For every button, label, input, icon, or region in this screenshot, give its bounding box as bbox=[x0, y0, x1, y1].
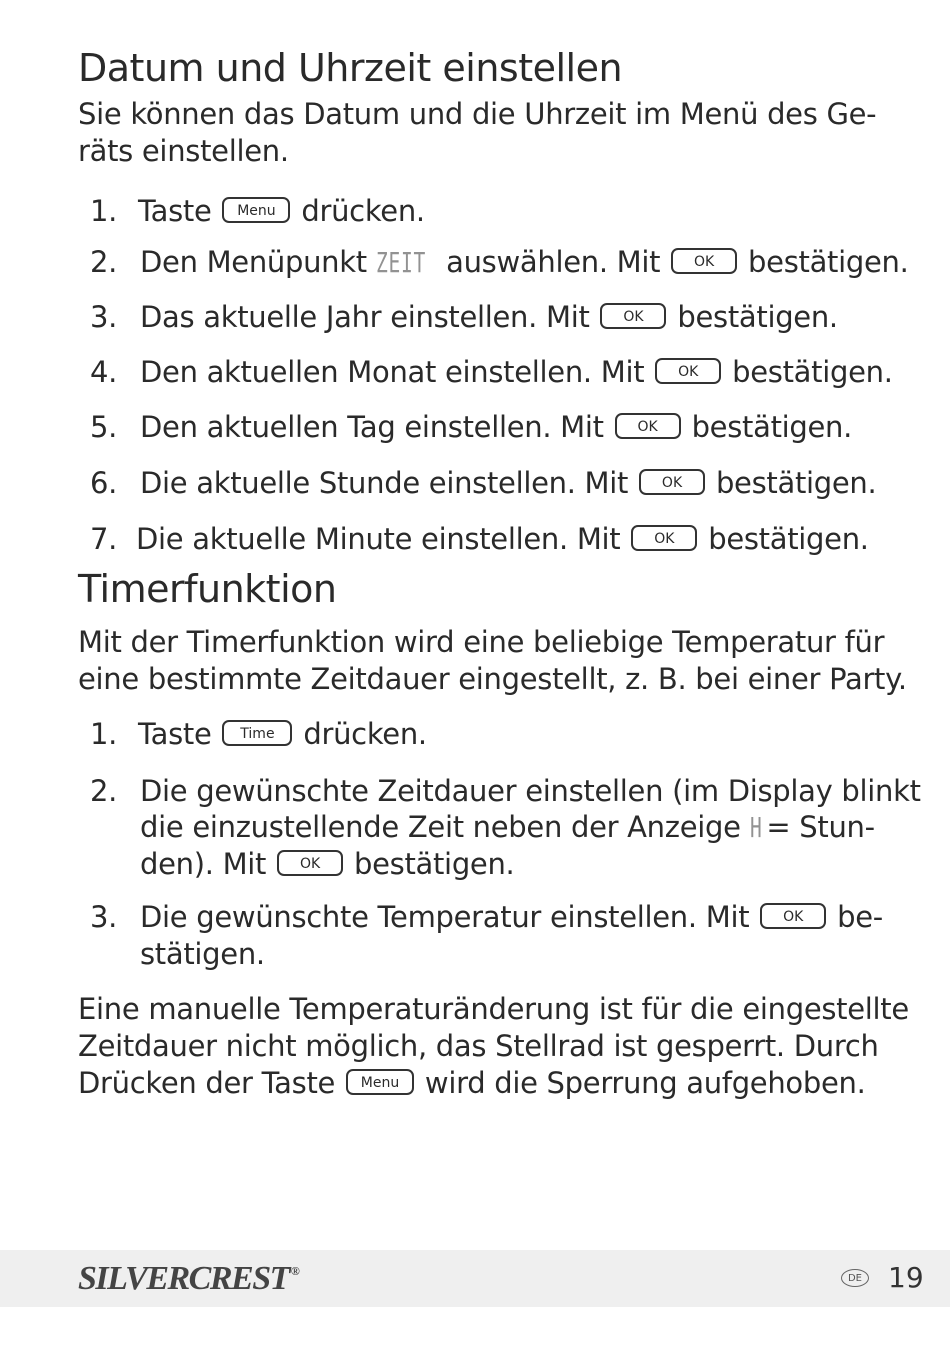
ok-key-icon: OK bbox=[600, 303, 666, 329]
page-footer bbox=[0, 1250, 950, 1307]
section-title-date-time: Datum und Uhrzeit einstellen bbox=[78, 46, 623, 90]
list-item bbox=[78, 899, 918, 974]
section-intro-line: Mit der Timerfunktion wird eine beliebige Temperatur für bbox=[78, 625, 885, 659]
step-text-part: bestätigen. bbox=[677, 300, 838, 334]
step-text-line: Die gewünschte Zeitdauer einstellen (im Display blinkt bbox=[140, 774, 921, 808]
page-number: 19 bbox=[888, 1261, 924, 1294]
step-text-part: bestätigen. bbox=[353, 847, 515, 881]
step-number: 3. bbox=[90, 300, 118, 334]
note-text-part: wird die Sperrung aufgehoben. bbox=[424, 1066, 866, 1100]
note-text-part: Drücken der Taste bbox=[78, 1066, 336, 1100]
step-text bbox=[140, 299, 838, 335]
step-text-part: Die gewünschte Temperatur einstellen. Mit bbox=[140, 900, 750, 934]
step-number: 4. bbox=[90, 355, 118, 389]
step-text-part: Den Menüpunkt bbox=[140, 245, 367, 279]
step-text-part: Den aktuellen Monat einstellen. Mit bbox=[140, 355, 645, 389]
step-text-line: stätigen. bbox=[140, 937, 265, 971]
time-key-icon: Time bbox=[222, 720, 292, 746]
step-text-part: Taste bbox=[138, 717, 212, 751]
step-text-part: bestätigen. bbox=[715, 466, 877, 500]
step-text-part: bestätigen. bbox=[708, 522, 869, 556]
menu-key-icon: Menu bbox=[222, 197, 290, 223]
step-text-part: Den aktuellen Tag einstellen. Mit bbox=[140, 410, 604, 444]
step-text-part: die einzustellende Zeit neben der Anzeige bbox=[140, 810, 741, 844]
step-text-part: be- bbox=[837, 900, 883, 934]
language-badge-icon: DE bbox=[841, 1269, 869, 1287]
step-text bbox=[140, 244, 909, 281]
step-number: 5. bbox=[90, 410, 118, 444]
step-text bbox=[140, 465, 876, 501]
step-number: 2. bbox=[90, 245, 118, 279]
step-text-part: drücken. bbox=[301, 194, 425, 228]
note-line bbox=[78, 1065, 898, 1102]
section-title-timer: Timerfunktion bbox=[78, 567, 337, 611]
step-text-part: = Stun- bbox=[766, 810, 875, 844]
note-line: Zeitdauer nicht möglich, das Stellrad ist gesperrt. Durch bbox=[78, 1029, 879, 1063]
step-text-part: bestätigen. bbox=[732, 355, 893, 389]
step-text bbox=[140, 409, 852, 445]
menu-key-icon: Menu bbox=[346, 1069, 414, 1095]
section-intro-line: Sie können das Datum und die Uhrzeit im Menü des Ge- bbox=[78, 97, 877, 131]
note-line: Eine manuelle Temperaturänderung ist für die eingestellte bbox=[78, 992, 909, 1026]
section-intro-line: räts einstellen. bbox=[78, 134, 289, 168]
step-text-part: Die aktuelle Minute einstellen. Mit bbox=[136, 522, 621, 556]
list-item bbox=[78, 773, 921, 883]
step-text bbox=[140, 773, 921, 882]
ok-key-icon: OK bbox=[671, 248, 737, 274]
step-text-line bbox=[140, 846, 921, 882]
step-text-line bbox=[140, 899, 883, 936]
step-text bbox=[138, 193, 425, 229]
step-number: 6. bbox=[90, 466, 118, 500]
ok-key-icon: OK bbox=[639, 469, 705, 495]
registered-mark: ® bbox=[290, 1264, 299, 1278]
step-text bbox=[140, 354, 893, 390]
step-number: 3. bbox=[90, 900, 118, 934]
ok-key-icon: OK bbox=[615, 413, 681, 439]
ok-key-icon: OK bbox=[631, 525, 697, 551]
step-text-part: bestätigen. bbox=[691, 410, 853, 444]
ok-key-icon: OK bbox=[760, 903, 826, 929]
step-text bbox=[140, 899, 883, 973]
display-h-indicator: H bbox=[749, 811, 763, 844]
step-number: 7. bbox=[90, 522, 118, 556]
step-text bbox=[138, 716, 427, 752]
step-text-part: Das aktuelle Jahr einstellen. Mit bbox=[140, 300, 590, 334]
step-number: 1. bbox=[90, 194, 118, 228]
brand-logo bbox=[78, 1260, 298, 1298]
display-zeit-indicator: ZEIT bbox=[375, 246, 426, 279]
section-intro-line: eine bestimmte Zeitdauer eingestellt, z. B. bei einer Party. bbox=[78, 662, 907, 696]
ok-key-icon: OK bbox=[277, 850, 343, 876]
step-number: 1. bbox=[90, 717, 118, 751]
brand-name: SILVERCREST bbox=[78, 1260, 289, 1297]
step-text-part: drücken. bbox=[303, 717, 427, 751]
step-text-line bbox=[140, 809, 921, 846]
step-text-part: Die aktuelle Stunde einstellen. Mit bbox=[140, 466, 629, 500]
step-text-part: auswählen. Mit bbox=[446, 245, 661, 279]
step-number: 2. bbox=[90, 774, 118, 808]
step-text-part: Taste bbox=[138, 194, 212, 228]
ok-key-icon: OK bbox=[655, 358, 721, 384]
step-text-part: den). Mit bbox=[140, 847, 267, 881]
step-text-part: bestätigen. bbox=[748, 245, 909, 279]
step-text bbox=[136, 521, 869, 557]
